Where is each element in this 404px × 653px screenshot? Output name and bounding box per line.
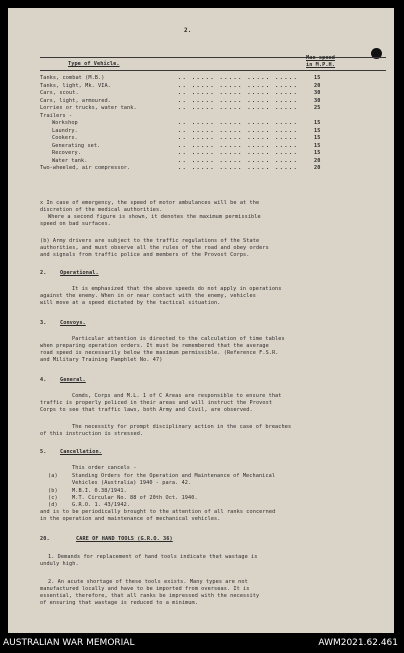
section-2-line-3: will move at a speed dictated by the tactical situation. [40,300,221,306]
section-4-title: General. [60,377,86,383]
table-row-leader-dots: .. ..... ..... ..... ..... [178,165,299,171]
table-row-label: Tanks, light, Mk. VIA. [40,82,111,89]
section-4-line-2: traffic is properly policed in their areas and will instruct the Provost [40,400,273,406]
section-4-line-5: of this instruction is stressed. [40,431,144,437]
section-4-line-4: The necessity for prompt disciplinary action in the case of breaches [72,424,292,430]
section-2-line-1: It is emphasized that the above speeds do not apply in operations [72,286,282,292]
table-row-leader-dots: .. ..... ..... ..... ..... [178,90,299,96]
table-row-speed: 25 [314,105,321,111]
table-row-label: Trailers - [40,112,73,119]
section-3-title: Convoys. [60,320,86,326]
note-b-line-3: and signals from traffic police and members of the Provost Corps. [40,252,250,258]
note-star-cont: speed on bad surfaces. [40,221,111,227]
section-5-line-1: This order cancels - [72,465,137,471]
table-row-label: Laundry. [52,127,78,134]
table-row-speed: 15 [314,150,321,156]
table-row-speed: 20 [314,165,321,171]
table-row-leader-dots: .. ..... ..... ..... ..... [178,157,299,164]
table-row-speed: 15 [314,127,321,134]
table-row-label: Cars, light, armoured. [40,97,111,104]
table-header-right-1: Max speed [306,55,336,61]
section-20-para-2-line-3: essential, therefore, that all ranks be impressed with the necessity [40,593,260,599]
section-5-d: G.R.O. 1. 43/1942. [72,502,131,508]
section-3-number: 3. [40,320,47,326]
section-5-line-2: and is to be periodically brought to the attention of all ranks concerned [40,509,276,515]
section-5-c: M.T. Circular No. 88 of 20th Oct. 1940. [72,495,198,501]
table-row-label: Workshop [52,120,78,126]
note-star: Where a second figure is shown, it denotes the maximum permissible [48,214,261,220]
note-x: x In case of emergency, the speed of motor ambulances will be at the [40,200,260,206]
section-2-line-2: against the enemy. When in or near contact with the enemy, vehicles [40,293,256,299]
section-3-line-3: road speed is necessarily below the maximum permissible. (Reference F.S.R. [40,350,279,356]
table-row-speed: 20 [314,82,321,89]
table-row-speed: 30 [314,97,321,104]
section-20-number: 20. [40,536,50,542]
section-20-para-1-line-1: 1. Demands for replacement of hand tools indicate that wastage is [48,554,258,560]
table-row-leader-dots: .. ..... ..... ..... ..... [178,150,299,156]
section-5-a-label: (a) [48,473,58,479]
table-row-speed: 15 [314,142,321,149]
note-b-line-2: authorities, and must observe all the rules of the road and obey orders [40,245,269,251]
table-row-leader-dots: .. ..... ..... ..... ..... [178,142,299,149]
table-row-leader-dots: .. ..... ..... ..... ..... [178,105,299,111]
section-4-line-1: Comds, Corps and M.L. 1 of C Areas are responsible to ensure that [72,393,282,399]
page-number: 2. [184,27,192,34]
table-row-leader-dots: .. ..... ..... ..... ..... [178,120,299,126]
footer-right: AWM2021.62.461 [318,638,398,648]
section-20-para-1-line-2: unduly high. [40,561,79,567]
archive-footer [0,633,404,653]
table-row-label: Lorries or trucks, water tank. [40,105,137,111]
table-row-label: Cars, scout. [40,90,79,96]
table-row-leader-dots: .. ..... ..... ..... ..... [178,82,299,89]
footer-left: AUSTRALIAN WAR MEMORIAL [3,638,135,648]
section-20-para-2-line-2: manufactured locally and have to be imported from overseas. It is [40,586,250,592]
section-5-a-line-1: Standing Orders for the Operation and Maintenance of Mechanical [72,473,276,479]
table-row-speed: 15 [314,120,321,126]
table-row-label: Water tank. [52,157,88,164]
table-row-leader-dots: .. ..... ..... ..... ..... [178,75,299,81]
table-header-right-2: in M.P.H. [306,62,336,68]
section-5-a-line-2: Vehicles (Australia) 1940 - para. 42. [72,480,192,486]
table-header-rule [40,70,386,71]
section-20-para-2-line-4: of ensuring that wastage is reduced to a minimum. [40,600,198,606]
section-20-para-2-line-1: 2. An acute shortage of these tools exists. Many types are not [48,579,248,585]
table-row-leader-dots: .. ..... ..... ..... ..... [178,127,299,134]
document-page [8,8,394,633]
note-b-line-1: (b) Army drivers are subject to the traffic regulations of the State [40,238,260,244]
table-row-speed: 20 [314,157,321,164]
section-4-line-3: Corps to see that traffic laws, both Army and Civil, are observed. [40,407,253,413]
section-3-line-4: and Military Training Pamphlet No. 47) [40,357,163,363]
table-row-label: Generating set. [52,142,101,149]
section-5-title: Cancellation. [60,449,102,455]
section-3-line-1: Particular attention is directed to the calculation of time tables [72,336,285,342]
section-5-b: M.B.I. 0.38/1941. [72,488,127,494]
section-4-number: 4. [40,377,47,383]
table-row-leader-dots: .. ..... ..... ..... ..... [178,135,299,141]
section-5-line-3: in the operation and maintenance of mechanical vehicles. [40,516,221,522]
table-header-left: Type of Vehicle. [68,61,120,67]
table-row-speed: 15 [314,75,321,81]
section-5-number: 5. [40,449,47,455]
section-20-title: CARE OF HAND TOOLS (G.R.O. 36) [76,536,173,542]
table-row-label: Cookers. [52,135,78,141]
table-row-label: Two-wheeled, air compressor. [40,165,131,171]
table-row-label: Recovery. [52,150,82,156]
table-row-label: Tanks, combat (M.B.) [40,75,105,81]
section-5-d-label: (d) [48,502,58,508]
section-3-line-2: when preparing operation orders. It must be remembered that the average [40,343,269,349]
table-row-speed: 30 [314,90,321,96]
section-5-b-label: (b) [48,488,58,494]
table-row-speed: 15 [314,135,321,141]
table-row-leader-dots: .. ..... ..... ..... ..... [178,97,299,104]
section-5-c-label: (c) [48,495,58,501]
section-2-number: 2. [40,270,47,276]
section-2-title: Operational. [60,270,99,276]
note-x-cont: discretion of the medical authorities. [40,207,163,213]
